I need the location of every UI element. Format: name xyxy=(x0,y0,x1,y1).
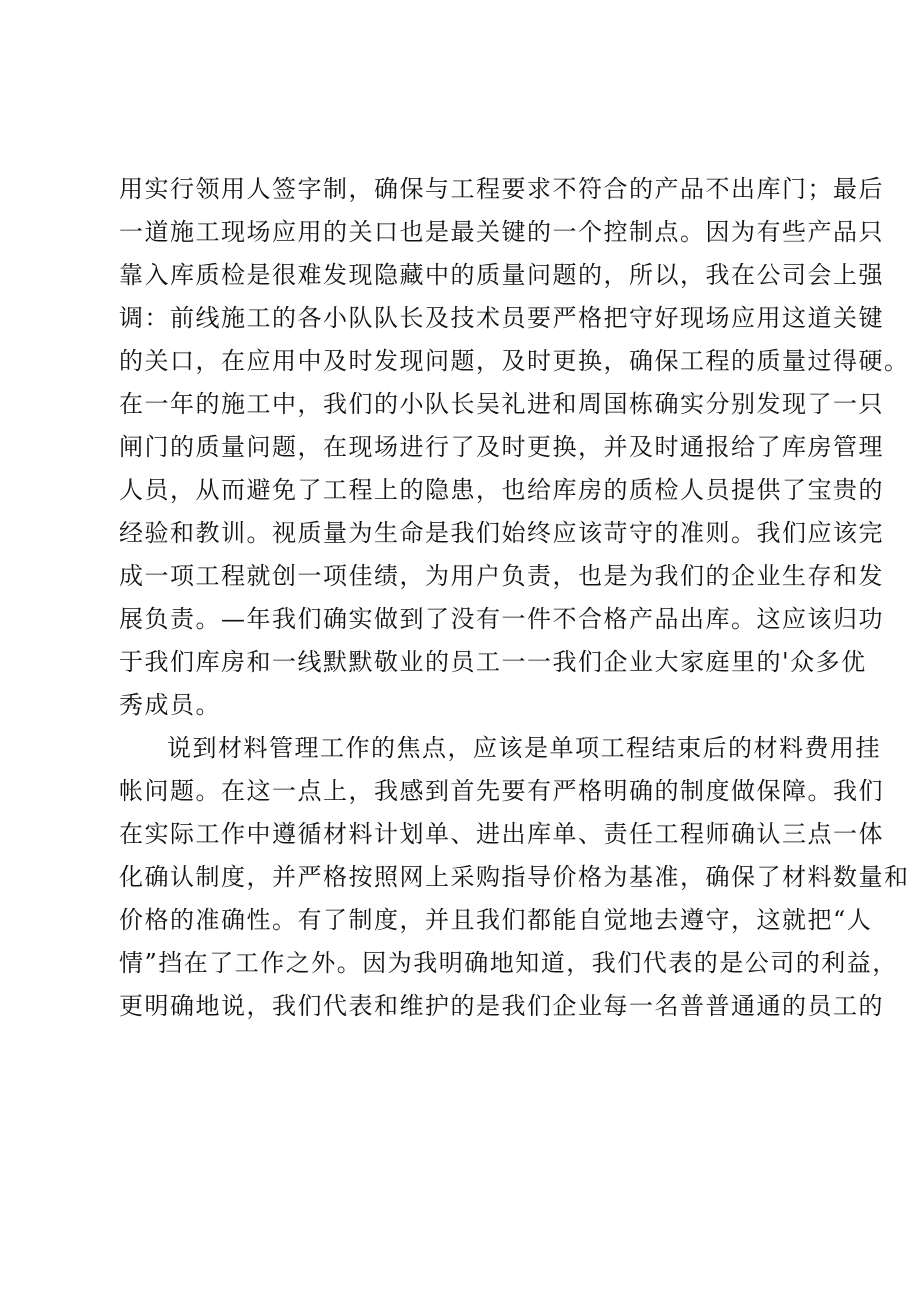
text-line: 在一年的施工中，我们的小队长吴礼进和周国栋确实分别发现了一只 xyxy=(119,390,884,418)
text-line: 更明确地说，我们代表和维护的是我们企业每一名普普通通的员工的 xyxy=(119,992,884,1020)
text-line: 化确认制度，并严格按照网上采购指导价格为基准，确保了材料数量和 xyxy=(119,863,910,891)
text-line: 闸门的质量问题，在现场进行了及时更换，并及时通报给了库房管理 xyxy=(119,433,884,461)
text-line: 帐问题。在这一点上，我感到首先要有严格明确的制度做保障。我们 xyxy=(119,777,884,805)
document-body xyxy=(119,168,910,1028)
text-line: 于我们库房和一线默默敬业的员工一一我们企业大家庭里的'众多优 xyxy=(119,648,867,676)
paragraph-first-line: 说到材料管理工作的焦点，应该是单项工程结束后的材料费用挂 xyxy=(167,734,881,762)
text-line: 情”挡在了工作之外。因为我明确地知道，我们代表的是公司的利益， xyxy=(119,949,898,977)
text-line: 价格的准确性。有了制度，并且我们都能自觉地去遵守，这就把“人 xyxy=(119,906,873,934)
text-line: 展负责。—年我们确实做到了没有一件不合格产品出库。这应该归功 xyxy=(119,605,884,633)
text-line: 用实行领用人签字制，确保与工程要求不符合的产品不出库门；最后 xyxy=(119,175,884,203)
text-line: 人员，从而避免了工程上的隐患，也给库房的质检人员提供了宝贵的 xyxy=(119,476,884,504)
text-line: 在实际工作中遵循材料计划单、进出库单、责任工程师确认三点一体 xyxy=(119,820,884,848)
text-line: 靠入库质检是很难发现隐藏中的质量问题的，所以，我在公司会上强 xyxy=(119,261,884,289)
text-line: 经验和教训。视质量为生命是我们始终应该苛守的准则。我们应该完 xyxy=(119,519,884,547)
text-line: 一道施工现场应用的关口也是最关键的一个控制点。因为有些产品只 xyxy=(119,218,884,246)
text-line: 的关口，在应用中及时发现问题，及时更换，确保工程的质量过得硬。 xyxy=(119,347,910,375)
text-line: 秀成员。 xyxy=(119,691,221,719)
text-line: 调：前线施工的各小队队长及技术员要严格把守好现场应用这道关键 xyxy=(119,304,884,332)
text-line: 成一项工程就创一项佳绩，为用户负责，也是为我们的企业生存和发 xyxy=(119,562,884,590)
